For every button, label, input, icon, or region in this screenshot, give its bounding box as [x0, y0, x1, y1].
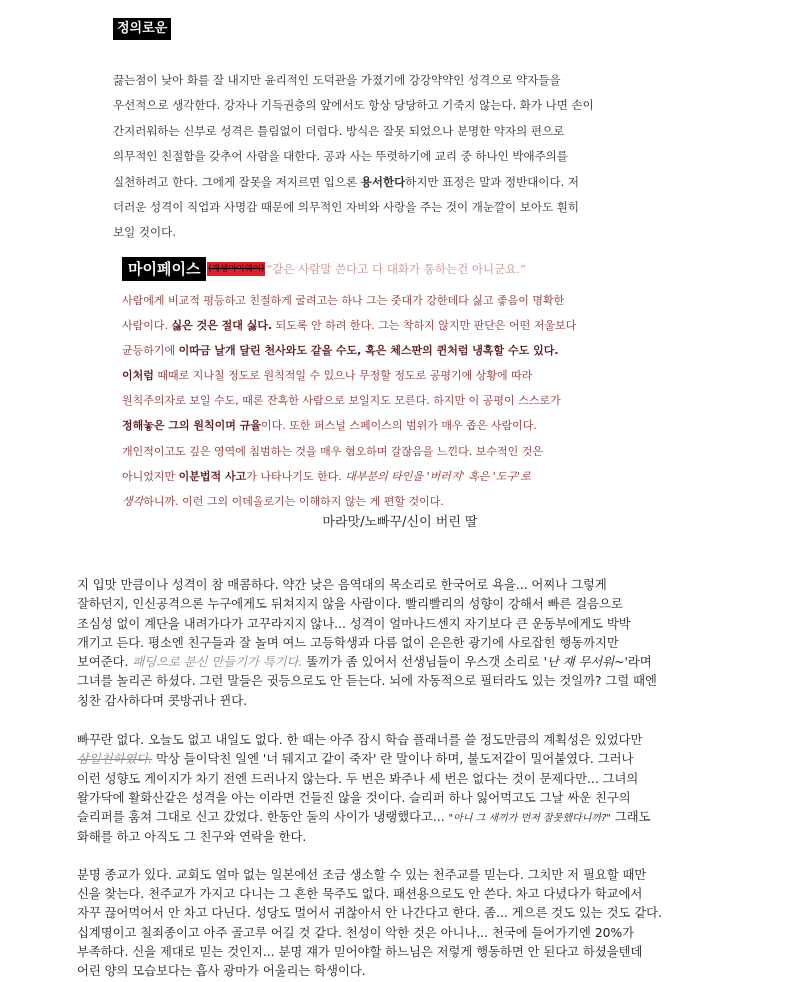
text-span: 하니까. 이런 그의 이데올로기는 이해하지 않는 게 편할 것이다.	[143, 494, 444, 508]
text-span: 간지러워하는 신부로 성격은 틀림없이 더럽다. 방식은 잘못 되었으나 분명한 약자의 편으로	[113, 123, 565, 138]
text-line: 칭찬 감사하다며 콧방귀나 뀐다.	[77, 693, 248, 708]
text-line	[122, 313, 682, 338]
text-span: 이다. 또한 퍼스널 스페이스의 범위가 매우 좁은 사람이다.	[261, 419, 537, 433]
text-span: 아니었지만	[122, 469, 179, 483]
bold-text: 정해놓은 그의 원칙이며 규율	[122, 419, 261, 433]
text-line: 이런 성향도 게이지가 차기 전엔 드러나지 않는다. 두 번은 봐주나 세 번은 없다는 것이 문제다만... 그녀의	[77, 771, 639, 786]
text-span: 하지만 표정은 말과 정반대이다. 저	[405, 174, 580, 189]
bold-text: 싫은 것은 절대 싫다.	[171, 319, 273, 333]
italic-text: 난 쟤 무서워~	[546, 655, 625, 670]
text-line: 어린 양의 모습보다는 흡사 광마가 어울리는 학생이다.	[77, 964, 366, 979]
text-line	[122, 338, 682, 363]
section2-subtitle: 마라맛/노빠꾸/신이 버린 딸	[322, 515, 478, 530]
text-line	[122, 363, 682, 388]
text-span: 보여준다.	[77, 655, 133, 670]
text-line: 그녀를 놀리곤 하셨다. 그런 말들은 귓등으로도 안 듣는다. 뇌에 자동적으로 필터라도 있는 것일까? 그럴 때엔	[77, 674, 657, 689]
text-line	[113, 68, 693, 93]
text-line	[113, 93, 693, 118]
text-span: 개인적이고도 깊은 영역에 침범하는 것을 매우 혐오하며 갈잖음을 느낀다. 보수적인 것은	[122, 444, 543, 458]
section3-body	[77, 576, 777, 982]
section-title-righteous: 정의로운	[113, 18, 171, 40]
bold-text: 이분법적 사고	[178, 469, 247, 483]
paragraph-1	[77, 576, 777, 711]
text-line: 조심성 없이 계단을 내려가다가 고꾸라지지 않나... 성격이 얼마나드센지 자기보다 큰 운동부에게도 박박	[77, 616, 631, 631]
text-span: 똘끼가 좀 있어서 선생님들이 우스갯 소리로 '	[302, 655, 547, 670]
text-span: 사람이다.	[122, 319, 172, 333]
bold-text: 이처럼	[122, 369, 154, 383]
section-title-my-pace: 마이페이스	[122, 257, 206, 281]
text-line: 신을 찾는다. 천주교가 가지고 다니는 그 흔한 묵주도 없다. 패션용으로도 안 쓴다. 차고 다녔다가 학교에서	[77, 887, 643, 902]
text-line: 화해를 하고 아직도 그 친구와 연락을 한다.	[77, 829, 307, 844]
text-line	[122, 413, 682, 438]
text-span: 의무적인 친절함을 갖추어 사람을 대한다. 공과 사는 뚜렷하기에 교리 중 하나인 박애주의를	[113, 149, 568, 164]
text-line	[122, 439, 682, 464]
text-line	[77, 808, 777, 827]
text-line: 왈가닥에 활화산같은 성격을 아는 이라면 건들진 않을 것이다. 슬리퍼 하나 잃어먹고도 그날 싸운 친구의	[77, 790, 631, 805]
text-line: 개기고 든다. 평소엔 친구들과 잘 놀며 여느 고등학생과 다름 없이 은은한 광기에 사로잡힌 행동까지만	[77, 635, 619, 650]
text-line	[77, 750, 777, 769]
text-span: '라며	[624, 655, 652, 670]
text-line	[122, 464, 682, 489]
text-span: 보일 것이다.	[113, 225, 176, 240]
text-span: 끓는점이 낮아 화를 잘 내지만 윤리적인 도덕관을 가졌기에 강강약약인 성격으로 약자들을	[113, 73, 561, 87]
alias-label: (재생마이웨이)	[208, 264, 265, 274]
bold-text: 이따금 날개 달린 천사와도 같을 수도, 혹은 체스판의 퀸처럼 냉혹할 수도 있다.	[178, 344, 559, 358]
text-span: 슬리퍼를 훔쳐 그대로 신고 갔었다. 한동안 둘의 사이가 냉랭했다고...	[77, 810, 449, 825]
italic-text: 생각	[122, 494, 144, 508]
text-line: 잘하던지, 인신공격으론 누구에게도 뒤쳐지지 않을 사람이다. 빨리빨리의 성향이 강해서 빠른 걸음으로	[77, 597, 623, 612]
text-line	[113, 119, 693, 144]
italic-text: 패딩으로 분신 만들기가 특기다.	[132, 655, 303, 670]
text-line: 지 입맛 만큼이나 성격이 참 매콤하다. 약간 낮은 음역대의 목소리로 한국어로 욕을... 어찌나 그렇게	[77, 578, 607, 592]
text-span: 사람에게 비교적 평등하고 친절하게 굴려고는 하나 그는 줏대가 강한데다 싫고 좋음이 명확한	[122, 294, 565, 307]
section2-paragraph	[122, 288, 682, 514]
section1-paragraph	[113, 68, 693, 246]
text-line	[77, 653, 777, 672]
text-span: 그래도	[611, 810, 651, 825]
bold-text: 용서한다	[360, 174, 406, 189]
text-span: 우선적으로 생각한다. 강자나 기득권층의 앞에서도 항상 당당하고 기죽지 않는다. 화가 나면 손이	[113, 98, 594, 113]
section2-header	[122, 257, 526, 283]
text-line: 분명 종교가 있다. 교회도 얼마 없는 일본에선 조금 생소할 수 있는 천주교를 믿는다. 그치만 저 필요할 때만	[77, 867, 647, 882]
text-line	[113, 144, 693, 169]
text-line	[113, 195, 693, 220]
text-line: 십계명이고 칠죄종이고 아주 골고루 어길 것 같다. 천성이 악한 것은 아니나... 천국에 들어가기엔 20%가	[77, 925, 635, 940]
paragraph-3	[77, 866, 777, 982]
text-line	[122, 288, 682, 313]
text-line	[113, 220, 693, 245]
text-line: 부족하다. 신을 제대로 믿는 것인지... 분명 쟤가 믿어야할 하느님은 저렇게 행동하면 안 된다고 하셨을텐데	[77, 945, 643, 960]
paragraph-2	[77, 731, 777, 847]
text-span: 때때로 지나칠 정도로 원칙적일 수 있으나 무정할 정도로 공평기에 상황에 따라	[153, 369, 533, 383]
text-span: 더러운 성격이 직업과 사명감 때문에 의무적인 자비와 사랑을 주는 것이 개눈깔이 보아도 훤히	[113, 199, 580, 214]
quote-text: “같은 사람말 쓴다고 다 대화가 통하는건 아니군요.”	[266, 262, 526, 276]
text-line: 자꾸 끊어먹어서 안 차고 다닌다. 성당도 멀어서 귀찮아서 안 나간다고 한다. 좀... 게으른 것도 있는 것도 같다.	[77, 906, 662, 921]
text-span: 균등하기에	[122, 344, 179, 358]
text-span: 막상 들이닥친 일엔 '너 뒈지고 같이 죽자' 란 말이나 하며, 불도저같이 밀어붙였다. 그러나	[152, 752, 634, 767]
text-span: 원칙주의자로 보일 수도, 때론 잔혹한 사람으로 보일지도 모른다. 하지만 이 공평이 스스로가	[122, 394, 561, 408]
italic-text: "아니 그 새끼가 먼저 잘못했다니까?"	[448, 813, 612, 825]
text-span: 가 나타나기도 한다.	[246, 469, 346, 483]
text-line	[113, 170, 693, 195]
strikethrough-text: 삼일천하였다.	[77, 752, 153, 767]
text-line: 빠꾸란 없다. 오늘도 없고 내일도 없다. 한 때는 아주 잠시 학습 플래너를 쓸 정도만큼의 계획성은 있었다만	[77, 733, 643, 748]
text-span: 실천하려고 한다. 그에게 잘못을 저지르면 입으론	[113, 174, 361, 189]
italic-text: 대부분의 타인을 '버러지' 혹은 '도구'로	[345, 469, 531, 483]
text-line	[122, 388, 682, 413]
text-span: 되도록 안 하려 한다. 그는 착하지 않지만 판단은 어떤 저울보다	[272, 319, 577, 333]
